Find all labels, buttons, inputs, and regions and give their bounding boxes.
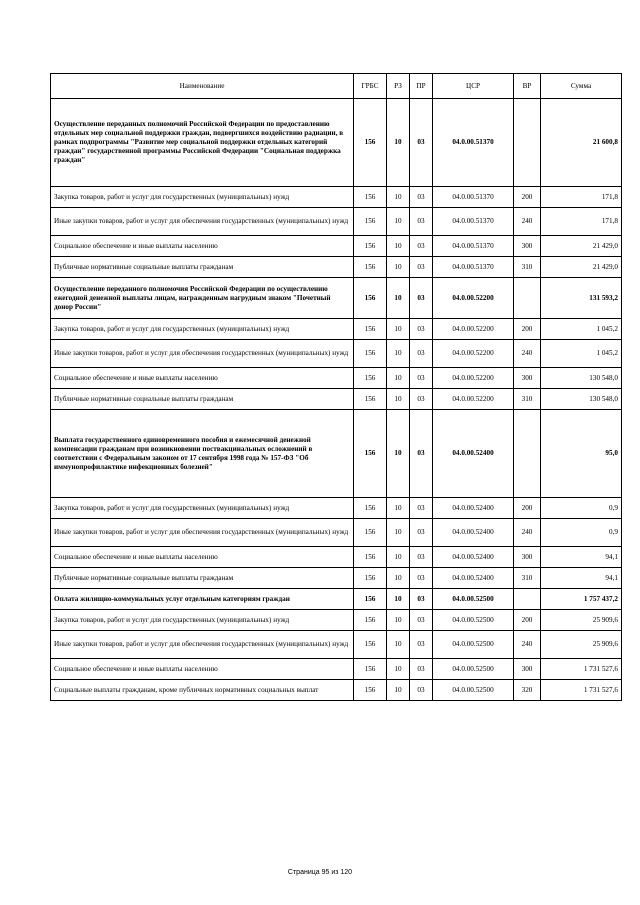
cell-vr: 240 (514, 631, 541, 659)
cell-sum: 130 548,0 (541, 368, 622, 389)
cell-rz: 10 (387, 389, 410, 410)
cell-csr: 04.0.00.51370 (433, 257, 514, 278)
cell-grbs: 156 (354, 368, 387, 389)
cell-rz: 10 (387, 278, 410, 319)
cell-sum: 25 909,6 (541, 610, 622, 631)
cell-rz: 10 (387, 610, 410, 631)
cell-rz: 10 (387, 208, 410, 236)
cell-name: Оплата жилищно-коммунальных услуг отдельным категориям граждан (51, 589, 354, 610)
cell-rz: 10 (387, 519, 410, 547)
cell-csr: 04.0.00.51370 (433, 99, 514, 187)
cell-pr: 03 (410, 368, 433, 389)
cell-csr: 04.0.00.52400 (433, 410, 514, 498)
cell-grbs: 156 (354, 589, 387, 610)
cell-vr: 240 (514, 519, 541, 547)
cell-pr: 03 (410, 631, 433, 659)
table-row (51, 631, 622, 659)
cell-name: Закупка товаров, работ и услуг для государственных (муниципальных) нужд (51, 498, 354, 519)
cell-name: Закупка товаров, работ и услуг для государственных (муниципальных) нужд (51, 319, 354, 340)
table-row (51, 389, 622, 410)
cell-csr: 04.0.00.52500 (433, 589, 514, 610)
cell-csr: 04.0.00.52200 (433, 368, 514, 389)
header-pr: ПР (410, 74, 433, 99)
cell-csr: 04.0.00.51370 (433, 208, 514, 236)
cell-rz: 10 (387, 547, 410, 568)
cell-pr: 03 (410, 680, 433, 701)
header-rz: РЗ (387, 74, 410, 99)
cell-name: Закупка товаров, работ и услуг для государственных (муниципальных) нужд (51, 187, 354, 208)
cell-csr: 04.0.00.52400 (433, 568, 514, 589)
cell-sum: 21 429,0 (541, 236, 622, 257)
cell-csr: 04.0.00.51370 (433, 236, 514, 257)
cell-grbs: 156 (354, 389, 387, 410)
cell-vr (514, 410, 541, 498)
cell-sum: 0,9 (541, 519, 622, 547)
cell-rz: 10 (387, 257, 410, 278)
cell-sum: 171,8 (541, 187, 622, 208)
cell-sum: 94,1 (541, 547, 622, 568)
cell-name: Социальное обеспечение и иные выплаты населению (51, 659, 354, 680)
cell-rz: 10 (387, 187, 410, 208)
table-body (51, 99, 622, 701)
cell-pr: 03 (410, 389, 433, 410)
cell-pr: 03 (410, 498, 433, 519)
cell-vr: 300 (514, 368, 541, 389)
cell-name: Публичные нормативные социальные выплаты гражданам (51, 257, 354, 278)
cell-rz: 10 (387, 589, 410, 610)
header-vr: ВР (514, 74, 541, 99)
table-section-row (51, 589, 622, 610)
table-row (51, 680, 622, 701)
cell-grbs: 156 (354, 410, 387, 498)
cell-name: Осуществление переданного полномочия Российской Федерации по осуществлению ежегодной денежной выплаты лицам, награжденным нагрудным знаком "Почетный донор России" (51, 278, 354, 319)
cell-csr: 04.0.00.52400 (433, 498, 514, 519)
cell-vr: 300 (514, 236, 541, 257)
cell-sum: 21 429,0 (541, 257, 622, 278)
cell-rz: 10 (387, 340, 410, 368)
cell-vr: 320 (514, 680, 541, 701)
cell-grbs: 156 (354, 99, 387, 187)
cell-name: Иные закупки товаров, работ и услуг для обеспечения государственных (муниципальных) нужд (51, 631, 354, 659)
cell-vr: 240 (514, 208, 541, 236)
cell-name: Социальное обеспечение и иные выплаты населению (51, 236, 354, 257)
cell-pr: 03 (410, 610, 433, 631)
cell-vr: 200 (514, 187, 541, 208)
table-row (51, 319, 622, 340)
cell-csr: 04.0.00.52200 (433, 319, 514, 340)
cell-pr: 03 (410, 208, 433, 236)
cell-rz: 10 (387, 410, 410, 498)
cell-name: Публичные нормативные социальные выплаты гражданам (51, 568, 354, 589)
cell-pr: 03 (410, 519, 433, 547)
cell-vr: 300 (514, 547, 541, 568)
cell-csr: 04.0.00.52200 (433, 278, 514, 319)
cell-name: Закупка товаров, работ и услуг для государственных (муниципальных) нужд (51, 610, 354, 631)
cell-vr: 200 (514, 610, 541, 631)
cell-name: Осуществление переданных полномочий Российской Федерации по предоставлению отдельных мер социальной поддержки граждан, подвергшихся воздействию радиации, в рамках подпрограммы "Развитие мер социальной поддержки отдельных категорий граждан" государственной программы Российской Федерации "Социальная поддержка граждан" (51, 99, 354, 187)
cell-name: Иные закупки товаров, работ и услуг для обеспечения государственных (муниципальных) нужд (51, 519, 354, 547)
cell-grbs: 156 (354, 547, 387, 568)
cell-sum: 95,0 (541, 410, 622, 498)
table-row (51, 547, 622, 568)
cell-grbs: 156 (354, 236, 387, 257)
cell-csr: 04.0.00.52200 (433, 389, 514, 410)
header-sum: Сумма (541, 74, 622, 99)
cell-grbs: 156 (354, 319, 387, 340)
cell-vr: 240 (514, 340, 541, 368)
cell-grbs: 156 (354, 340, 387, 368)
cell-grbs: 156 (354, 680, 387, 701)
cell-csr: 04.0.00.52400 (433, 519, 514, 547)
cell-sum: 94,1 (541, 568, 622, 589)
cell-vr (514, 278, 541, 319)
table-header-row (51, 74, 622, 99)
budget-table (50, 73, 622, 701)
cell-pr: 03 (410, 410, 433, 498)
table-row (51, 236, 622, 257)
header-grbs: ГРБС (354, 74, 387, 99)
cell-sum: 131 593,2 (541, 278, 622, 319)
cell-sum: 130 548,0 (541, 389, 622, 410)
table-row (51, 568, 622, 589)
cell-sum: 1 731 527,6 (541, 659, 622, 680)
table-section-row (51, 278, 622, 319)
table-row (51, 519, 622, 547)
cell-sum: 25 909,6 (541, 631, 622, 659)
cell-rz: 10 (387, 236, 410, 257)
cell-vr: 310 (514, 389, 541, 410)
cell-name: Социальное обеспечение и иные выплаты населению (51, 368, 354, 389)
cell-csr: 04.0.00.52500 (433, 631, 514, 659)
cell-csr: 04.0.00.52500 (433, 680, 514, 701)
cell-name: Социальные выплаты гражданам, кроме публичных нормативных социальных выплат (51, 680, 354, 701)
table-row (51, 368, 622, 389)
cell-sum: 1 757 437,2 (541, 589, 622, 610)
cell-pr: 03 (410, 187, 433, 208)
cell-vr: 200 (514, 319, 541, 340)
cell-sum: 21 600,8 (541, 99, 622, 187)
page-number: Страница 95 из 120 (287, 869, 353, 876)
header-name: Наименование (51, 74, 354, 99)
header-csr: ЦСР (433, 74, 514, 99)
cell-vr (514, 589, 541, 610)
cell-grbs: 156 (354, 208, 387, 236)
table-row (51, 340, 622, 368)
cell-grbs: 156 (354, 568, 387, 589)
cell-rz: 10 (387, 568, 410, 589)
cell-rz: 10 (387, 319, 410, 340)
table-row (51, 659, 622, 680)
cell-csr: 04.0.00.52400 (433, 547, 514, 568)
cell-name: Иные закупки товаров, работ и услуг для обеспечения государственных (муниципальных) нужд (51, 340, 354, 368)
cell-rz: 10 (387, 368, 410, 389)
cell-rz: 10 (387, 498, 410, 519)
cell-grbs: 156 (354, 519, 387, 547)
cell-grbs: 156 (354, 631, 387, 659)
cell-pr: 03 (410, 257, 433, 278)
cell-pr: 03 (410, 589, 433, 610)
table-row (51, 610, 622, 631)
cell-sum: 0,9 (541, 498, 622, 519)
cell-vr: 200 (514, 498, 541, 519)
cell-csr: 04.0.00.52500 (433, 659, 514, 680)
table-row (51, 257, 622, 278)
cell-name: Публичные нормативные социальные выплаты гражданам (51, 389, 354, 410)
table-row (51, 498, 622, 519)
cell-pr: 03 (410, 278, 433, 319)
cell-rz: 10 (387, 99, 410, 187)
cell-grbs: 156 (354, 257, 387, 278)
cell-vr: 310 (514, 568, 541, 589)
table-section-row (51, 99, 622, 187)
cell-pr: 03 (410, 99, 433, 187)
cell-pr: 03 (410, 319, 433, 340)
cell-grbs: 156 (354, 659, 387, 680)
cell-sum: 1 045,2 (541, 340, 622, 368)
cell-pr: 03 (410, 659, 433, 680)
cell-pr: 03 (410, 568, 433, 589)
table-row (51, 187, 622, 208)
cell-grbs: 156 (354, 187, 387, 208)
cell-name: Иные закупки товаров, работ и услуг для обеспечения государственных (муниципальных) нужд (51, 208, 354, 236)
cell-csr: 04.0.00.52500 (433, 610, 514, 631)
cell-rz: 10 (387, 680, 410, 701)
cell-vr: 310 (514, 257, 541, 278)
cell-grbs: 156 (354, 278, 387, 319)
cell-sum: 171,8 (541, 208, 622, 236)
cell-rz: 10 (387, 631, 410, 659)
cell-name: Выплата государственного единовременного пособия и ежемесячной денежной компенсации гражданам при возникновении поствакцинальных осложнений в соответствии с Федеральным законом от 17 сентября 1998 года № 157-ФЗ "Об иммунопрофилактике инфекционных болезней" (51, 410, 354, 498)
cell-csr: 04.0.00.52200 (433, 340, 514, 368)
cell-csr: 04.0.00.51370 (433, 187, 514, 208)
table-row (51, 208, 622, 236)
cell-pr: 03 (410, 236, 433, 257)
cell-sum: 1 045,2 (541, 319, 622, 340)
table-section-row (51, 410, 622, 498)
cell-sum: 1 731 527,6 (541, 680, 622, 701)
cell-pr: 03 (410, 547, 433, 568)
cell-grbs: 156 (354, 610, 387, 631)
cell-name: Социальное обеспечение и иные выплаты населению (51, 547, 354, 568)
cell-vr (514, 99, 541, 187)
cell-vr: 300 (514, 659, 541, 680)
cell-rz: 10 (387, 659, 410, 680)
cell-grbs: 156 (354, 498, 387, 519)
cell-pr: 03 (410, 340, 433, 368)
